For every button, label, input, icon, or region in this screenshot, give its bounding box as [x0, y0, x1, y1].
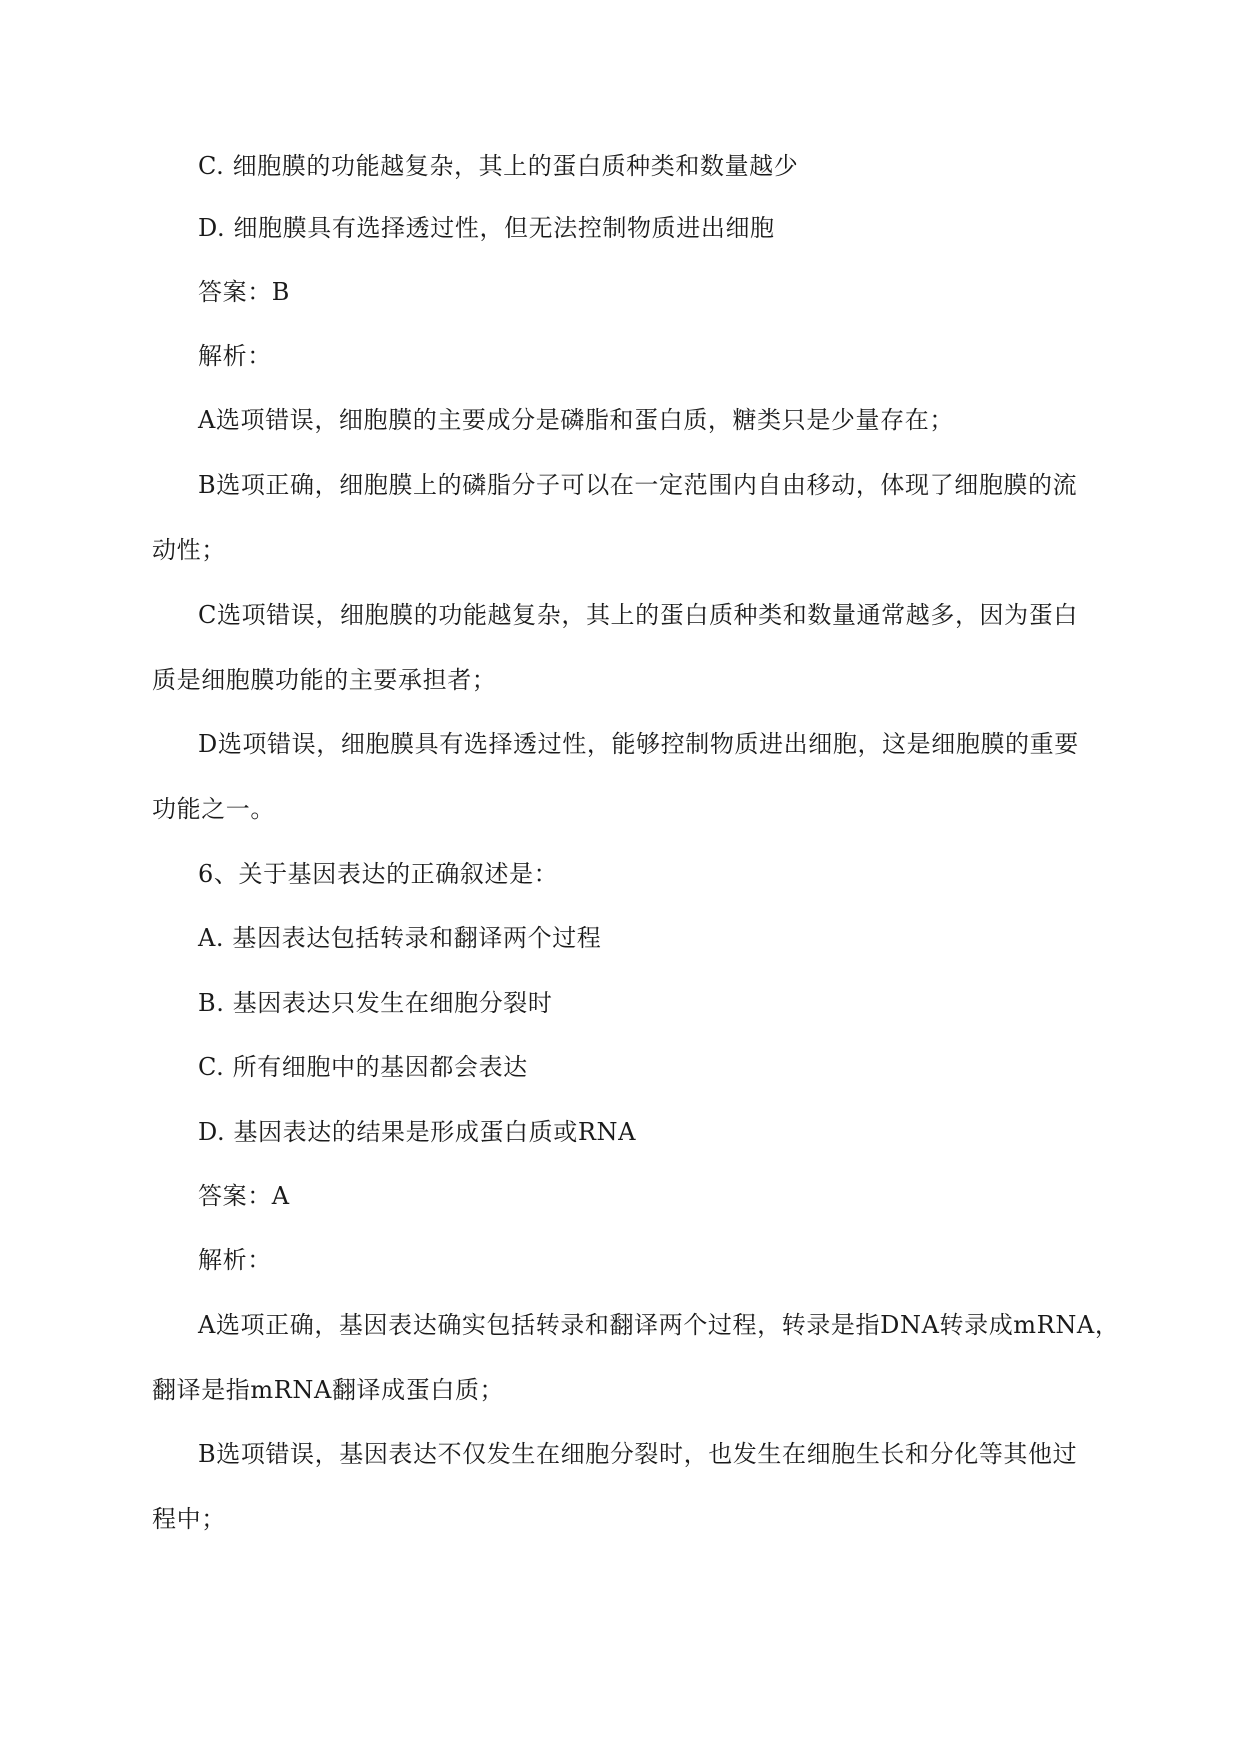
q6-analysis-label: 解析：: [198, 1246, 272, 1274]
q5-analysis-d-line2: 功能之一。: [152, 795, 275, 823]
q6-analysis-a-line1: A选项正确，基因表达确实包括转录和翻译两个过程，转录是指DNA转录成mRNA，: [198, 1311, 1120, 1339]
q6-option-c: C. 所有细胞中的基因都会表达: [198, 1053, 528, 1081]
q5-analysis-label: 解析：: [198, 342, 272, 370]
q5-option-c: C. 细胞膜的功能越复杂，其上的蛋白质种类和数量越少: [198, 152, 799, 180]
q6-answer: 答案：A: [198, 1182, 290, 1210]
q5-analysis-b-line2: 动性；: [152, 536, 226, 564]
q5-analysis-b-line1: B选项正确，细胞膜上的磷脂分子可以在一定范围内自由移动，体现了细胞膜的流: [198, 471, 1078, 499]
q5-analysis-a: A选项错误，细胞膜的主要成分是磷脂和蛋白质，糖类只是少量存在；: [198, 406, 954, 434]
q6-option-b: B. 基因表达只发生在细胞分裂时: [198, 989, 553, 1017]
q6-option-a: A. 基因表达包括转录和翻译两个过程: [198, 924, 602, 952]
q6-analysis-b-line2: 程中；: [152, 1505, 226, 1533]
q6-option-d: D. 基因表达的结果是形成蛋白质或RNA: [198, 1118, 637, 1146]
q6-analysis-b-line1: B选项错误，基因表达不仅发生在细胞分裂时，也发生在细胞生长和分化等其他过: [198, 1440, 1078, 1468]
q6-question: 6、关于基因表达的正确叙述是：: [198, 860, 559, 888]
q6-analysis-a-line2: 翻译是指mRNA翻译成蛋白质；: [152, 1376, 505, 1404]
q5-analysis-d-line1: D选项错误，细胞膜具有选择透过性，能够控制物质进出细胞，这是细胞膜的重要: [198, 730, 1079, 758]
q5-option-d: D. 细胞膜具有选择透过性，但无法控制物质进出细胞: [198, 214, 775, 242]
q5-analysis-c-line1: C选项错误，细胞膜的功能越复杂，其上的蛋白质种类和数量通常越多，因为蛋白: [198, 601, 1078, 629]
q5-analysis-c-line2: 质是细胞膜功能的主要承担者；: [152, 666, 497, 694]
q5-answer: 答案：B: [198, 278, 291, 306]
